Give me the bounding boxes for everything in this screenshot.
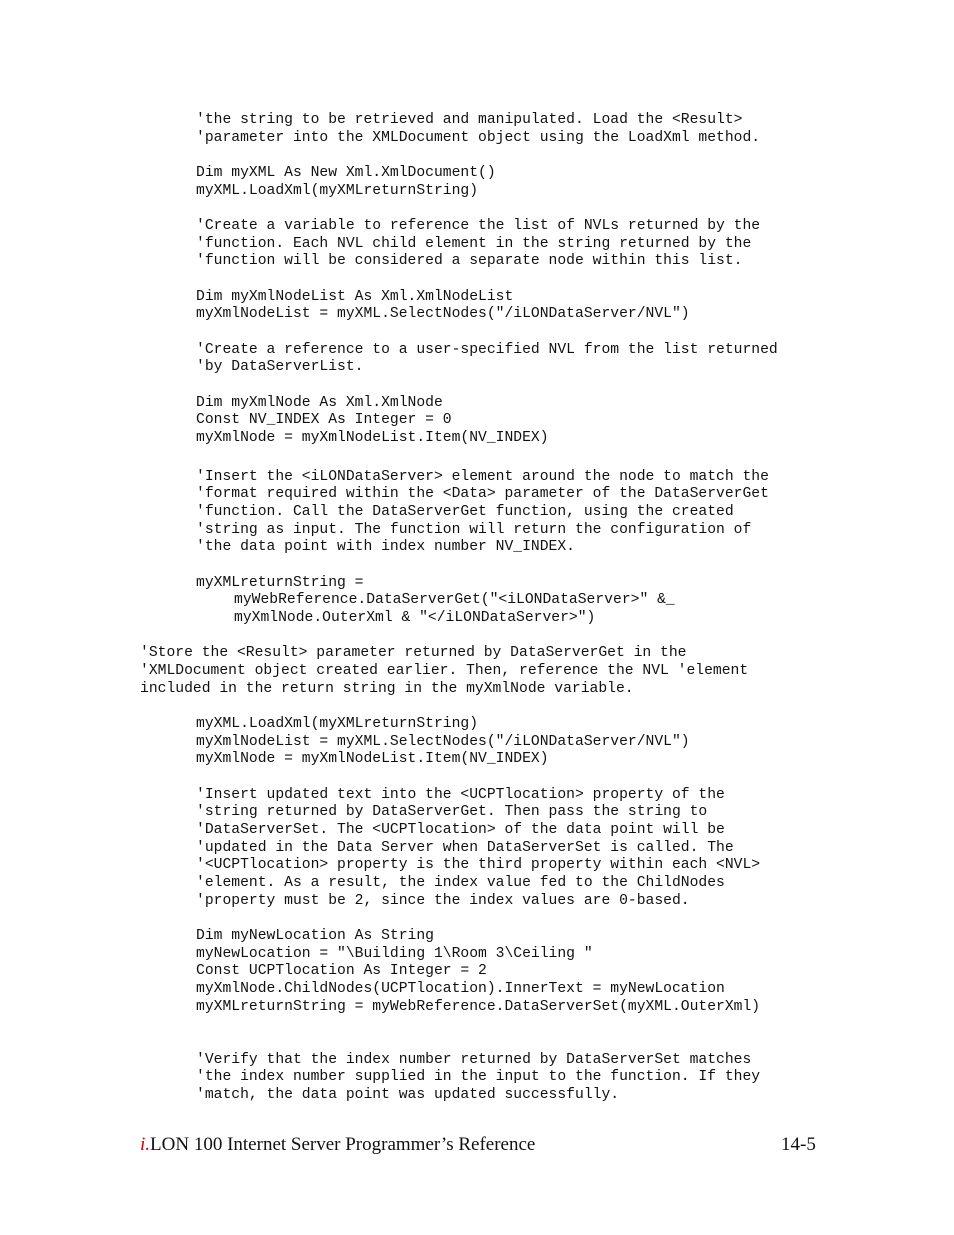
code-line: Dim myXmlNodeList As Xml.XmlNodeList bbox=[196, 289, 514, 305]
code-line: 'XMLDocument object created earlier. Then, reference the NVL 'element bbox=[140, 663, 749, 679]
code-line: 'format required within the <Data> parameter of the DataServerGet bbox=[196, 486, 769, 502]
code-line: 'property must be 2, since the index values are 0-based. bbox=[196, 893, 690, 909]
code-line: 'the data point with index number NV_INDEX. bbox=[196, 539, 575, 555]
code-line: 'Insert updated text into the <UCPTlocation> property of the bbox=[196, 787, 725, 803]
code-line: 'parameter into the XMLDocument object using the LoadXml method. bbox=[196, 130, 761, 146]
code-line: Const UCPTlocation As Integer = 2 bbox=[196, 963, 487, 979]
code-line: 'match, the data point was updated successfully. bbox=[196, 1087, 620, 1103]
footer-title bbox=[140, 1134, 535, 1156]
code-line: myXMLreturnString = bbox=[196, 575, 364, 591]
code-line: Dim myNewLocation As String bbox=[196, 928, 434, 944]
code-line: 'function. Each NVL child element in the string returned by the bbox=[196, 236, 752, 252]
footer-title-text: LON 100 Internet Server Programmer’s Reference bbox=[150, 1134, 536, 1155]
code-line: myXmlNode = myXmlNodeList.Item(NV_INDEX) bbox=[196, 751, 549, 767]
code-line: 'Store the <Result> parameter returned by DataServerGet in the bbox=[140, 645, 687, 661]
code-line: included in the return string in the myXmlNode variable. bbox=[140, 681, 634, 697]
code-line: myXmlNodeList = myXML.SelectNodes("/iLONDataServer/NVL") bbox=[196, 306, 690, 322]
code-line: myXMLreturnString = myWebReference.DataServerSet(myXML.OuterXml) bbox=[196, 999, 761, 1015]
code-line: 'the string to be retrieved and manipulated. Load the <Result> bbox=[196, 112, 743, 128]
code-line: 'by DataServerList. bbox=[196, 359, 364, 375]
code-line: '<UCPTlocation> property is the third property within each <NVL> bbox=[196, 857, 761, 873]
code-line: myXML.LoadXml(myXMLreturnString) bbox=[196, 183, 479, 199]
code-line: Dim myXmlNode As Xml.XmlNode bbox=[196, 395, 443, 411]
code-line: 'function. Call the DataServerGet function, using the created bbox=[196, 504, 734, 520]
code-line: myXmlNode.OuterXml & "</iLONDataServer>") bbox=[234, 610, 596, 626]
code-line: myXmlNode = myXmlNodeList.Item(NV_INDEX) bbox=[196, 430, 549, 446]
code-line: myXML.LoadXml(myXMLreturnString) bbox=[196, 716, 479, 732]
code-line: 'Insert the <iLONDataServer> element around the node to match the bbox=[196, 469, 769, 485]
code-line: 'the index number supplied in the input to the function. If they bbox=[196, 1069, 761, 1085]
code-line: 'Verify that the index number returned by DataServerSet matches bbox=[196, 1052, 752, 1068]
code-line: 'function will be considered a separate node within this list. bbox=[196, 253, 743, 269]
code-line: myXmlNode.ChildNodes(UCPTlocation).InnerText = myNewLocation bbox=[196, 981, 725, 997]
code-line: 'element. As a result, the index value fed to the ChildNodes bbox=[196, 875, 725, 891]
code-line: 'Create a variable to reference the list of NVLs returned by the bbox=[196, 218, 761, 234]
code-line: myNewLocation = "\Building 1\Room 3\Ceiling " bbox=[196, 946, 593, 962]
code-line: myXmlNodeList = myXML.SelectNodes("/iLONDataServer/NVL") bbox=[196, 734, 690, 750]
code-line: 'Create a reference to a user-specified NVL from the list returned bbox=[196, 342, 778, 358]
code-line: Dim myXML As New Xml.XmlDocument() bbox=[196, 165, 496, 181]
brand-prefix: i. bbox=[140, 1134, 151, 1155]
code-line: 'string as input. The function will return the configuration of bbox=[196, 522, 752, 538]
page-number: 14-5 bbox=[781, 1134, 816, 1155]
code-line: 'updated in the Data Server when DataServerSet is called. The bbox=[196, 840, 734, 856]
code-line: myWebReference.DataServerGet("<iLONDataServer>" &_ bbox=[234, 592, 675, 608]
code-line: Const NV_INDEX As Integer = 0 bbox=[196, 412, 452, 428]
code-line: 'string returned by DataServerGet. Then pass the string to bbox=[196, 804, 708, 820]
code-line: 'DataServerSet. The <UCPTlocation> of the data point will be bbox=[196, 822, 725, 838]
